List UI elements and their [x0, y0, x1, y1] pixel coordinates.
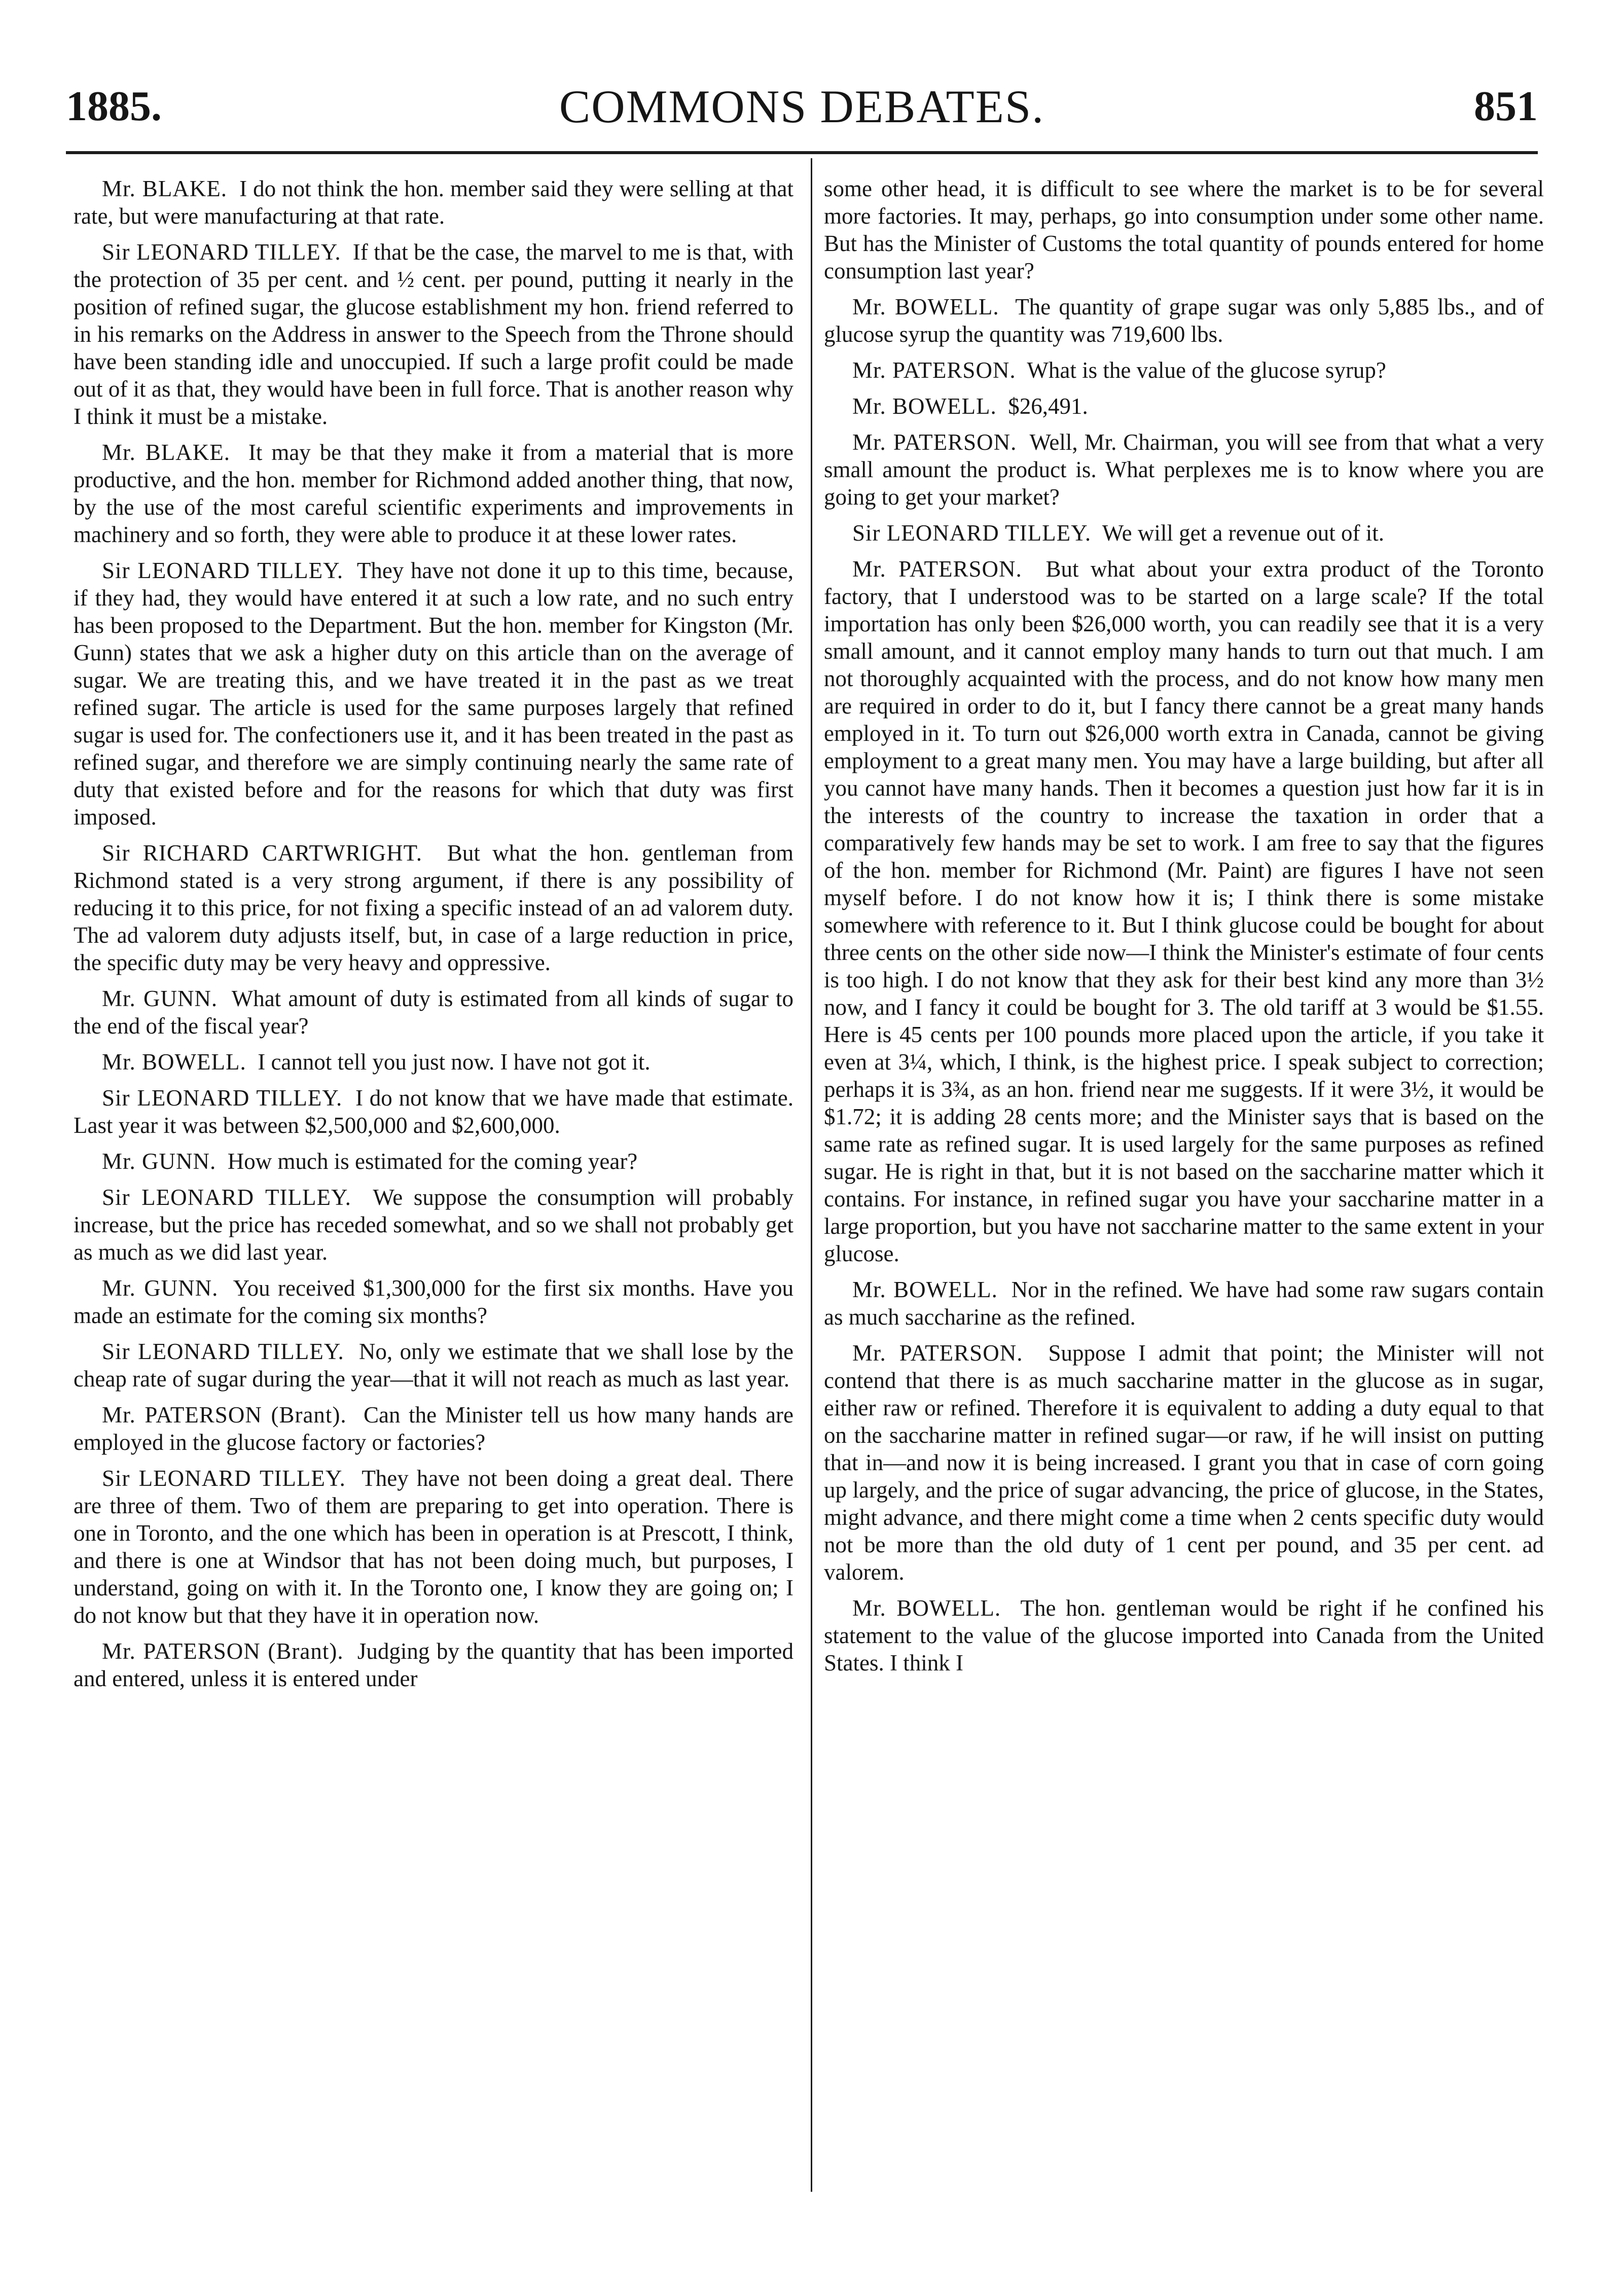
speech-text: If that be the case, the marvel to me is that, with the protection of 35 per cent. and ½ cent. per pound, putting it nearly in the position of refined sugar, the glucose establishment my hon. friend referred to in his remarks on the Address in answer to the Speech from the Throne should have been standing idle and unoccupied. If such a large profit could be made out of it as that, they would have been in full force. That is another reason why I think it must be a mistake.	[74, 239, 793, 429]
speaker-name: Sir LEONARD TILLEY.	[102, 558, 344, 583]
speech-paragraph	[74, 1401, 793, 1456]
page-number: 851	[1474, 83, 1538, 130]
speech-text: I do not think the hon. member said they were selling at that rate, but were manufacturing at that rate.	[74, 176, 794, 229]
running-head	[66, 71, 1538, 147]
speech-text: Suppose I admit that point; the Minister will not contend that there is as much saccharine matter in the glucose as in sugar, either raw or refined. Therefore it is equivalent to adding a duty equal to that on the saccharine matter in refined sugar—or raw, if he will insist on putting that in—and now it is being increased. I grant you that in case of corn going up largely, and the price of sugar advancing, the price of glucose, in the States, might advance, and there might come a time when 2 cents specific duty would not be more than the old duty of 1 cent per pound, and 35 per cent. ad valorem.	[824, 1340, 1544, 1585]
speech-text: They have not done it up to this time, because, if they had, they would have entered it at such a low rate, and no such entry has been proposed to the Department. But the hon. member for Kingston (Mr. Gunn) states that we ask a higher duty on this article than on the average of sugar. We are treating this, and we have treated it in the past as we treat refined sugar. The article is used for the same purposes largely that refined sugar is used for. The confectioners use it, and it has been treated in the past as refined sugar, and therefore we are simply continuing nearly the same rate of duty that existed before and for the reasons for which that duty was first imposed.	[74, 558, 794, 830]
speech-text: The quantity of grape sugar was only 5,885 lbs., and of glucose syrup the quantity was 719,600 lbs.	[824, 294, 1544, 347]
speech-text: I cannot tell you just now. I have not got it.	[258, 1049, 651, 1075]
speech-text: Nor in the refined. We have had some raw sugars contain as much saccharine as the refined.	[824, 1277, 1544, 1330]
speech-text: I do not know that we have made that estimate. Last year it was between $2,500,000 and $2,600,000.	[74, 1085, 793, 1138]
speaker-name: Sir LEONARD TILLEY.	[102, 1085, 343, 1111]
session-year: 1885.	[66, 83, 162, 130]
speaker-name: Mr. BOWELL.	[852, 394, 997, 419]
speaker-name: Sir LEONARD TILLEY.	[102, 1466, 346, 1491]
speaker-name: Sir LEONARD TILLEY.	[852, 520, 1092, 546]
speaker-name: Sir LEONARD TILLEY.	[102, 1185, 351, 1210]
speech-text: What is the value of the glucose syrup?	[1027, 358, 1386, 383]
speech-paragraph	[74, 1274, 793, 1329]
speaker-name: Mr. PATERSON.	[852, 556, 1022, 582]
speech-text: How much is estimated for the coming year?	[227, 1149, 638, 1174]
speech-text: You received $1,300,000 for the first six months. Have you made an estimate for the coming six months?	[74, 1275, 793, 1328]
speech-paragraph	[74, 238, 793, 430]
speaker-name: Sir RICHARD CARTWRIGHT.	[102, 840, 423, 866]
speech-text: $26,491.	[1008, 394, 1088, 419]
speech-paragraph	[74, 1048, 793, 1076]
speaker-name: Sir LEONARD TILLEY.	[102, 239, 341, 265]
speech-paragraph	[824, 555, 1544, 1267]
continued-speech: some other head, it is difficult to see where the market is to be for several more factories. It may, perhaps, go into consumption under some other name. But has the Minister of Customs the total quantity of pounds entered for home consumption last year?	[824, 176, 1544, 283]
speaker-name: Mr. PATERSON.	[852, 358, 1016, 383]
speech-text: Judging by the quantity that has been imported and entered, unless it is entered under	[74, 1639, 793, 1691]
speech-paragraph	[824, 357, 1544, 384]
speech-paragraph	[824, 393, 1544, 420]
speech-text: We will get a revenue out of it.	[1102, 520, 1384, 546]
speaker-name: Mr. BOWELL.	[102, 1049, 246, 1075]
speech-text: The hon. gentleman would be right if he confined his statement to the value of the glucose imported into Canada from the United States. I think I	[824, 1595, 1544, 1676]
speech-text: What amount of duty is estimated from all kinds of sugar to the end of the fiscal year?	[74, 986, 793, 1039]
speaker-name: Mr. BLAKE.	[102, 440, 230, 465]
speaker-name: Mr. BOWELL.	[852, 294, 999, 319]
speech-paragraph	[74, 839, 793, 976]
speech-paragraph	[824, 1339, 1544, 1586]
speech-paragraph	[824, 429, 1544, 511]
speech-paragraph	[824, 519, 1544, 547]
speech-paragraph	[74, 1184, 793, 1266]
speech-paragraph	[74, 439, 793, 548]
column-divider	[811, 158, 812, 2192]
header-rule	[66, 151, 1538, 154]
speech-paragraph	[824, 293, 1544, 348]
speech-paragraph	[74, 1338, 793, 1393]
speaker-name: Sir LEONARD TILLEY.	[102, 1339, 344, 1364]
speech-paragraph	[74, 1148, 793, 1175]
speech-text: It may be that they make it from a material that is more productive, and the hon. member for Richmond added another thing, that now, by the use of the most careful scientific experiments and improvements in machinery and so forth, they were able to produce it at these lower rates.	[74, 440, 794, 547]
speaker-name: Mr. GUNN.	[102, 1275, 219, 1301]
speaker-name: Mr. PATERSON (Brant).	[102, 1639, 344, 1664]
speech-text: No, only we estimate that we shall lose by the cheap rate of sugar during the year—that it will not reach as much as last year.	[74, 1339, 793, 1392]
speaker-name: Mr. BLAKE.	[102, 176, 228, 201]
speech-paragraph	[74, 1638, 793, 1692]
speech-paragraph	[74, 985, 793, 1040]
speech-paragraph	[74, 1084, 793, 1139]
speaker-name: Mr. BOWELL.	[852, 1595, 1001, 1621]
speech-paragraph	[74, 175, 793, 230]
speaker-name: Mr. GUNN.	[102, 986, 218, 1011]
speech-text: Can the Minister tell us how many hands are employed in the glucose factory or factories?	[74, 1402, 793, 1455]
left-column	[74, 175, 793, 1701]
speech-text: But what about your extra product of the Toronto factory, that I understood was to be started on a large scale? If the total importation has only been $26,000 worth, you can readily see that it is a very small amount, and it cannot employ many hands to turn out that much. I am not thoroughly acquainted with the process, and do not know how many men are required in order to do it, but I fancy there cannot be a great many hands employed in it. To turn out $26,000 worth extra in Canada, cannot be giving employment to a great many men. You may have a large building, but after all you cannot have many hands. Then it becomes a question just how far it is in the interests of the country to increase the taxation in order that a comparatively few hands may be set to work. I am free to say that the figures of the hon. member for Richmond (Mr. Paint) are figures I have not seen myself before. I do not know how it is; I think there is some mistake somewhere with reference to it. But I think glucose could be bought for about three cents on the other side now—I think the Minister's estimate of four cents is too high. I do not know that they ask for their best kind any more than 3½ now, and I fancy it could be bought for 3. The old tariff at 3 would be $1.55. Here is 45 cents per 100 pounds more placed upon the article, if you take it even at 3¼, which, I think, is the highest price. I speak subject to correction; perhaps it is 3¾, as an hon. friend near me suggests. If it were 3½, it would be $1.72; it is adding 28 cents more; and the Minister says that is based on the same rate as refined sugar. It is used largely for the same purposes as refined sugar. He is right in that, but it is not based on the saccharine matter which it contains. For instance, in refined sugar you have your saccharine matter in a large proportion, but you have not saccharine matter to the same extent in your glucose.	[824, 556, 1544, 1266]
speech-paragraph	[824, 1276, 1544, 1331]
speech-paragraph	[824, 1594, 1544, 1677]
speaker-name: Mr. PATERSON.	[852, 430, 1017, 455]
right-column	[824, 175, 1544, 1685]
speech-text: But what the hon. gentleman from Richmond stated is a very strong argument, if there is any possibility of reducing it to this price, for not fixing a specific instead of an ad valorem duty. The ad valorem duty adjusts itself, but, in case of a large reduction in price, the specific duty may be very heavy and oppressive.	[74, 840, 793, 975]
speech-paragraph	[74, 557, 793, 831]
speaker-name: Mr. PATERSON.	[852, 1340, 1023, 1366]
speaker-name: Mr. PATERSON (Brant).	[102, 1402, 347, 1428]
speech-paragraph	[74, 1465, 793, 1629]
speech-text: Well, Mr. Chairman, you will see from that what a very small amount the product is. What perplexes me is to know where you are going to get your market?	[824, 430, 1544, 510]
journal-title: COMMONS DEBATES.	[559, 81, 1045, 132]
speaker-name: Mr. GUNN.	[102, 1149, 216, 1174]
speaker-name: Mr. BOWELL.	[852, 1277, 998, 1302]
speech-text: They have not been doing a great deal. There are three of them. Two of them are preparing to get into operation. There is one in Toronto, and the one which has been in operation is at Prescott, I think, and there is one at Windsor that has not been doing much, but purposes, I understand, going on with it. In the Toronto one, I know they are going on; I do not know but that they have it in operation now.	[74, 1466, 793, 1628]
speech-text: We suppose the consumption will probably increase, but the price has receded somewhat, and so we shall not probably get as much as we did last year.	[74, 1185, 793, 1265]
